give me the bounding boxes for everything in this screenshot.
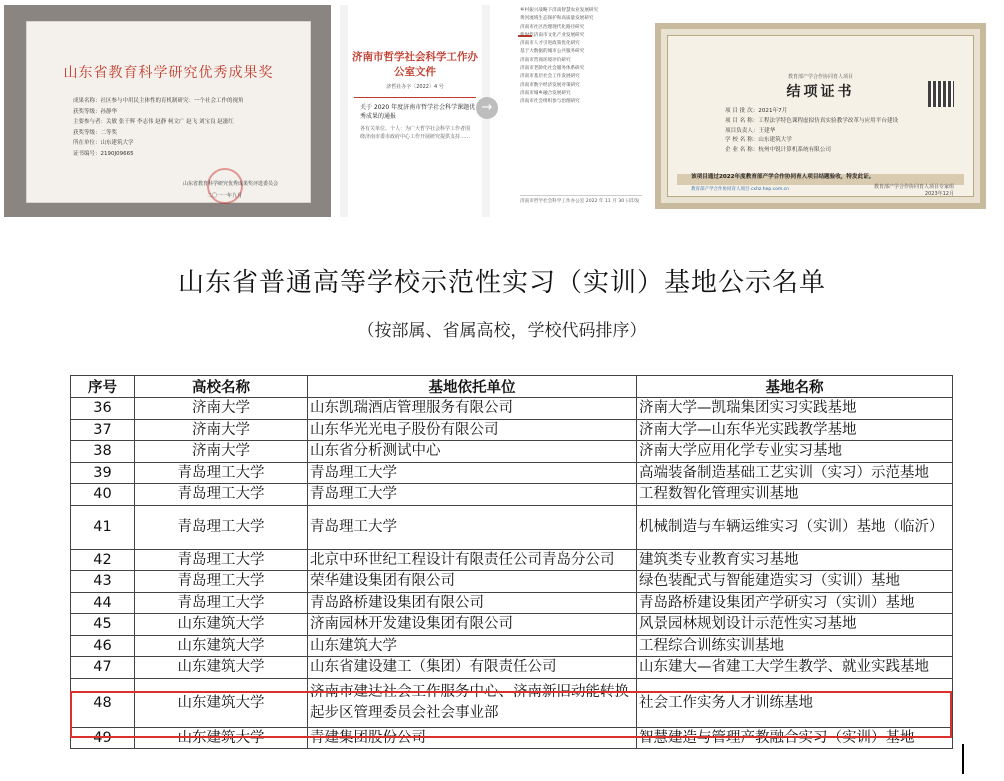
cell-base: 济南大学—凯瑞集团实习实践基地	[637, 398, 953, 420]
list-item: 济南市营商环境评价研究	[520, 57, 571, 63]
cell-base: 建筑类专业教育实习基地	[637, 549, 953, 571]
base-list-table	[70, 375, 953, 749]
cell-base: 高端装备制造基础工艺实训（实习）示范基地	[637, 462, 953, 484]
cell-unit: 荣华建设集团有限公司	[308, 571, 637, 593]
header-no: 序号	[71, 376, 135, 398]
certificate-field: 项 目 名 称：工程法学特色课程虚拟仿真实验教学改革与应用平台建设	[725, 117, 899, 124]
certificate-line: 主要参与者：关敏 张千辉 李志伟 赵静 柯文广 赵飞 刘宝良 赵滋红	[73, 119, 234, 125]
cell-unit: 北京中环世纪工程设计有限责任公司青岛分公司	[308, 549, 637, 571]
list-item: 济南市数字经济发展对策研究	[520, 82, 580, 88]
certificate-field: 企 业 名 称：杭州中锐计算机系统有限公司	[725, 147, 832, 154]
cell-no: 45	[71, 614, 135, 636]
notice-title: 山东省普通高等学校示范性实习（实训）基地公示名单	[177, 268, 826, 298]
award-certificate-photo	[4, 5, 331, 217]
cell-unit: 青岛理工大学	[308, 505, 637, 549]
program-logo: 教育部产学合作协同育人项目 cxhz.hep.com.cn	[691, 187, 789, 192]
certificate-issuer	[874, 184, 954, 198]
certificate-line: 获奖等级：二等奖	[73, 129, 118, 136]
document-subject: 关于 2020 年度济南市哲学社会科学课题优秀成果的通报	[360, 104, 476, 120]
document-header: 济南市哲学社会科学工作办公室文件	[352, 51, 478, 78]
cell-unit: 山东华光光电子股份有限公司	[308, 419, 637, 441]
cell-no: 46	[71, 635, 135, 657]
table-row	[71, 571, 953, 593]
table-row	[71, 635, 953, 657]
cell-school: 青岛理工大学	[135, 571, 308, 593]
project-list-photo	[516, 5, 646, 217]
cell-base: 济南大学—山东华光实践教学基地	[637, 419, 953, 441]
document-footer: 济南市哲学社会科学工作办公室 2022 年 11 月 30 日印发	[520, 195, 642, 204]
cell-school: 山东建筑大学	[135, 657, 308, 679]
table-row	[71, 484, 953, 506]
table-row	[71, 462, 953, 484]
certificate-fields	[725, 107, 898, 156]
notice-document-photo	[340, 5, 490, 217]
certificate-line: 所在单位：山东建筑大学	[73, 140, 134, 146]
certificate-title: 山东省教育科学研究优秀成果奖	[63, 65, 274, 81]
cell-unit: 青岛路桥建设集团有限公司	[308, 592, 637, 614]
table-row	[71, 419, 953, 441]
cell-school: 济南大学	[135, 398, 308, 420]
cell-base: 智慧建造与管理产教融合实习（实训）基地	[637, 727, 953, 749]
table-row	[71, 614, 953, 636]
cell-unit: 青岛理工大学	[308, 462, 637, 484]
photo-strip	[0, 0, 1004, 222]
red-rule	[354, 97, 476, 98]
cell-base: 济南大学应用化学专业实习基地	[637, 441, 953, 463]
cell-school: 济南大学	[135, 419, 308, 441]
table-row	[71, 727, 953, 749]
notice-subtitle: （按部属、省属高校，学校代码排序）	[357, 321, 647, 341]
project-list	[520, 7, 642, 107]
cell-unit: 济南市建达社会工作服务中心、济南新旧动能转换起步区管理委员会社会事业部	[308, 678, 637, 727]
cell-school: 山东建筑大学	[135, 614, 308, 636]
cell-base: 风景园林规划设计示范性实习基地	[637, 614, 953, 636]
cell-school: 青岛理工大学	[135, 505, 308, 549]
list-item: 济南市社区治理现代化路径研究	[520, 24, 585, 30]
cell-base: 工程综合训练实训基地	[637, 635, 953, 657]
list-item: 济南市城乡融合发展研究	[520, 90, 571, 96]
cell-school: 青岛理工大学	[135, 549, 308, 571]
cell-school: 山东建筑大学	[135, 727, 308, 749]
cell-unit: 山东凯瑞酒店管理服务有限公司	[308, 398, 637, 420]
cell-no: 36	[71, 398, 135, 420]
certificate-note: 该项目通过2022年度教育部产学合作协同育人项目结题验收，特发此证。	[691, 174, 875, 180]
list-item: 乡村振兴战略下济南智慧农业发展研究	[520, 8, 599, 13]
list-item: 济南市老龄化社会服务体系研究	[520, 66, 585, 72]
table-row-highlighted	[71, 678, 953, 727]
certificate-date: 二〇一一年九月	[207, 193, 243, 199]
cell-no: 48	[71, 678, 135, 727]
cell-unit: 山东省建设建工（集团）有限责任公司	[308, 657, 637, 679]
completion-certificate-photo	[655, 23, 986, 209]
cell-no: 41	[71, 505, 135, 549]
cell-school: 青岛理工大学	[135, 484, 308, 506]
cell-unit: 济南园林开发建设集团有限公司	[308, 614, 637, 636]
cell-base: 青岛路桥建设集团产学研实习（实训）基地	[637, 592, 953, 614]
cell-school: 青岛理工大学	[135, 462, 308, 484]
text-cursor	[962, 744, 964, 774]
cell-no: 40	[71, 484, 135, 506]
cell-no: 47	[71, 657, 135, 679]
issuer-date: 2023年12月	[924, 191, 954, 197]
list-item: 黄河流域生态保护和高质量发展研究	[520, 16, 594, 22]
certificate-issuer: 山东省教育科学研究优秀成果奖评选委员会	[183, 181, 279, 187]
header-base: 基地名称	[637, 376, 953, 398]
list-item: 济南市基层社会工作发展研究	[520, 74, 580, 80]
list-item: 济南市社会组织参与治理研究	[520, 99, 580, 105]
certificate-field: 学 校 名 称：山东建筑大学	[725, 137, 792, 144]
certificate-paper	[26, 21, 311, 203]
cell-school: 山东建筑大学	[135, 635, 308, 657]
cell-school: 济南大学	[135, 441, 308, 463]
cell-unit: 山东建筑大学	[308, 635, 637, 657]
cell-base: 山东建大—省建工大学生教学、就业实践基地	[637, 657, 953, 679]
cell-school: 青岛理工大学	[135, 592, 308, 614]
table-row	[71, 657, 953, 679]
document-body: 各有关单位、个人：为广大哲学社会科学工作者围绕济南市委市政府中心工作开展研究提供支持……	[360, 126, 471, 140]
certificate-org: 教育部产学合作协同育人项目	[787, 74, 853, 80]
cell-no: 38	[71, 441, 135, 463]
table-row	[71, 505, 953, 549]
table-row	[71, 441, 953, 463]
cell-unit: 青岛理工大学	[308, 484, 637, 506]
cell-base: 社会工作实务人才训练基地	[637, 678, 953, 727]
list-item: 基于大数据的城市公共服务研究	[520, 49, 585, 55]
cell-no: 43	[71, 571, 135, 593]
cell-no: 37	[71, 419, 135, 441]
document-paper	[348, 5, 482, 217]
cell-school: 山东建筑大学	[135, 678, 308, 727]
certificate-title: 结项证书	[786, 84, 855, 100]
cell-base: 工程数智化管理实训基地	[637, 484, 953, 506]
table-header-row	[71, 376, 953, 398]
cell-base: 机械制造与车辆运维实习（实训）基地（临沂）	[637, 505, 953, 549]
table-row	[71, 549, 953, 571]
cell-unit: 山东省分析测试中心	[308, 441, 637, 463]
certificate-line: 获奖等级：孙静华	[73, 108, 118, 115]
table-row	[71, 592, 953, 614]
certificate-line: 成果名称：社区参与中用民主体性的育机制研究：一个社会工作的视角	[73, 98, 244, 104]
list-item: 济南市人才引进政策优化研究	[520, 41, 580, 47]
table-row	[71, 398, 953, 420]
certificate-field: 项 目 批 次：2021年7月	[725, 108, 788, 114]
cell-no: 42	[71, 549, 135, 571]
document-number: 济哲社办字〔2022〕4 号	[386, 84, 444, 90]
header-unit: 基地依托单位	[308, 376, 637, 398]
certificate-field: 项目负责人：王建华	[725, 127, 776, 134]
cell-no: 44	[71, 592, 135, 614]
cell-no: 39	[71, 462, 135, 484]
carousel-next-button[interactable]: →	[476, 97, 498, 119]
certificate-lines	[73, 96, 244, 159]
cell-base: 绿色装配式与智能建造实习（实训）基地	[637, 571, 953, 593]
header-school: 高校名称	[135, 376, 308, 398]
issuer-name: 教育部产学合作协同育人项目专家组	[873, 184, 954, 190]
cell-no: 49	[71, 727, 135, 749]
list-item: 新时代济南市文化产业发展研究	[520, 32, 585, 38]
certificate-line: 证书编号：2190J09665	[73, 150, 134, 157]
qr-code-icon	[928, 81, 954, 107]
cell-unit: 青建集团股份公司	[308, 727, 637, 749]
